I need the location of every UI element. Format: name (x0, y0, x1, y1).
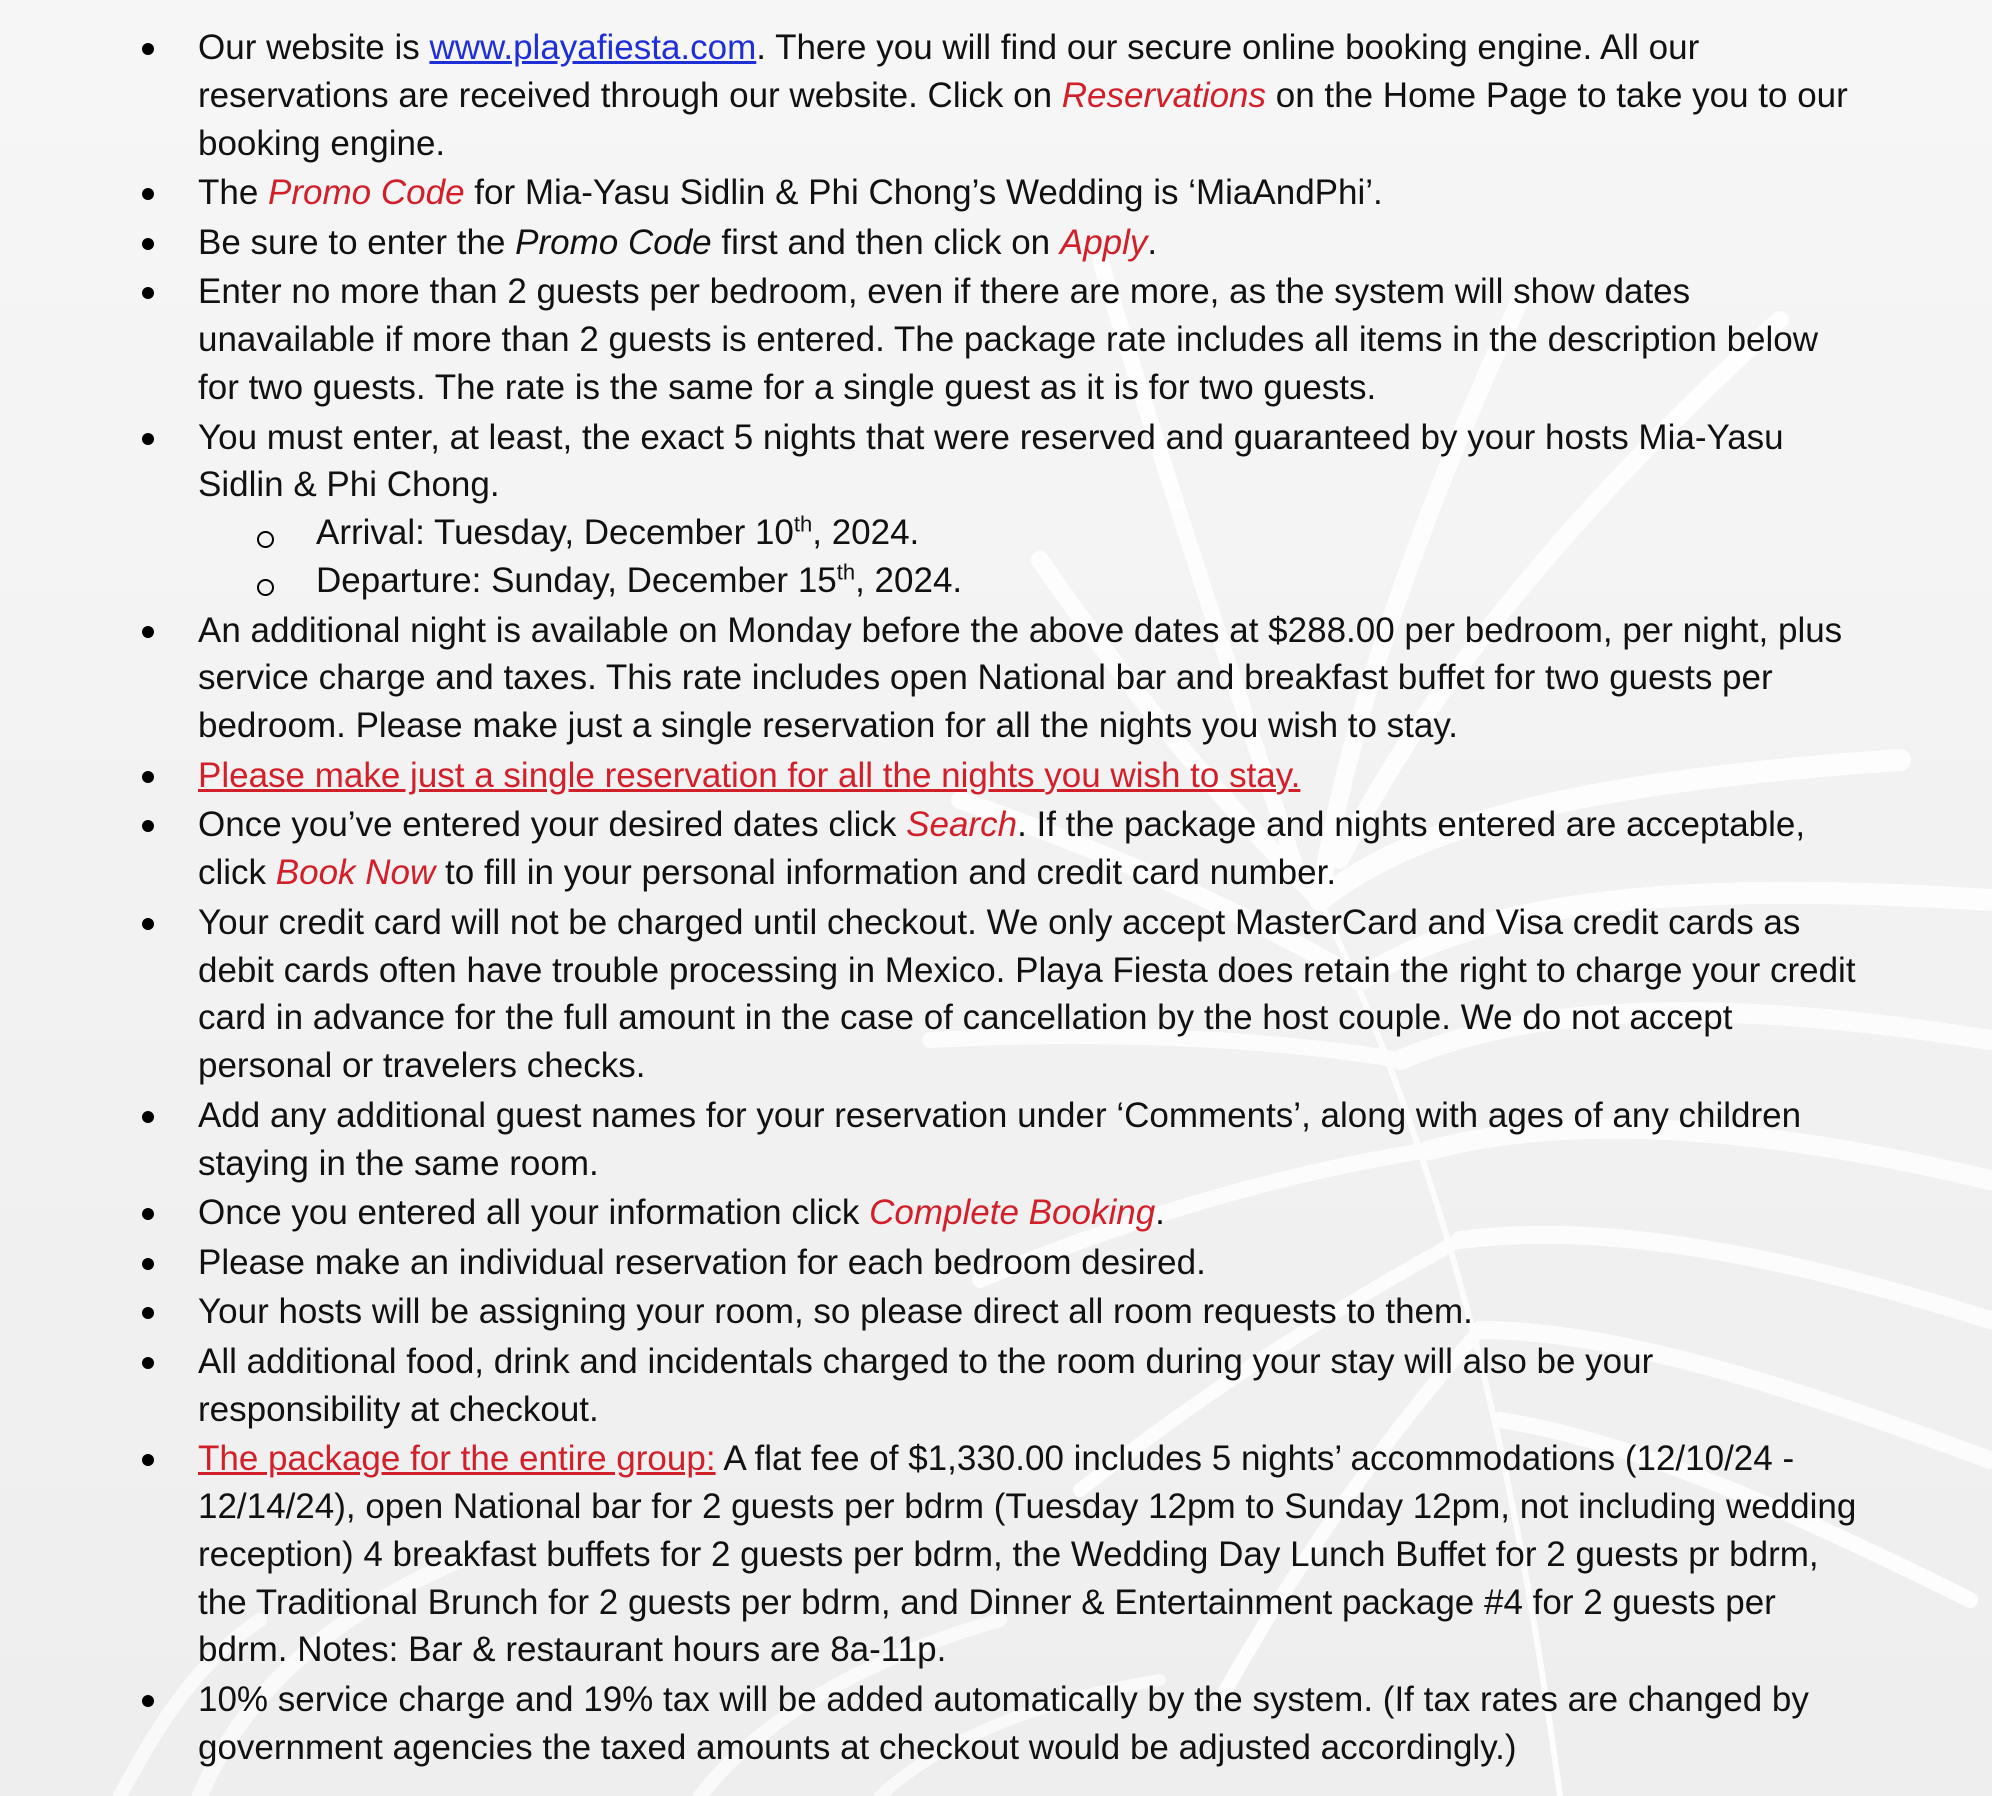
list-item-apply (138, 219, 1858, 267)
list-item-search (138, 801, 1858, 897)
item-text: The (198, 173, 269, 213)
item-text: Please make an individual reservation for each bedroom desired. (198, 1242, 1206, 1282)
item-text: Be sure to enter the (198, 222, 516, 262)
list-item-package (138, 1435, 1858, 1674)
item-text: . (1155, 1193, 1165, 1233)
item-text: Your credit card will not be charged until checkout. We only accept MasterCard and Visa credit cards as debit cards often have trouble processing in Mexico. Playa Fiesta does retain the right to charge your credit card in advance for the full amount in the case of cancellation by the host couple. We do not accept personal or travelers checks. (198, 902, 1856, 1086)
dates-sublist (198, 509, 1858, 605)
book-now-label: Book Now (275, 853, 436, 893)
reservations-label: Reservations (1061, 75, 1267, 115)
item-text: Once you’ve entered your desired dates click (198, 805, 907, 845)
item-text: Enter no more than 2 guests per bedroom, even if there are more, as the system will show dates unavailable if more than 2 guests is entered. The package rate includes all items in the description below for two guests. The rate is the same for a single guest as it is for two guests. (198, 272, 1819, 407)
item-text: Once you entered all your information click (198, 1193, 870, 1233)
item-text: to fill in your personal information and credit card number. (435, 853, 1337, 893)
item-text: Your hosts will be assigning your room, so please direct all room requests to them. (198, 1292, 1473, 1332)
list-item-website (138, 24, 1858, 167)
promo-code-label: Promo Code (515, 222, 712, 262)
item-text: . If the package and nights entered are acceptable, click (198, 805, 1806, 893)
item-text: All additional food, drink and incidentals charged to the room during your stay will also be your responsibility at checkout. (198, 1341, 1654, 1429)
instructions-content (138, 24, 1858, 1773)
list-item-nights (138, 414, 1858, 605)
list-item-individual-reservation (138, 1239, 1858, 1287)
departure-date (257, 557, 1858, 605)
item-text: for Mia-Yasu Sidlin & Phi Chong’s Wedding is ‘MiaAndPhi’. (464, 173, 1383, 213)
departure-year: , 2024. (855, 560, 963, 600)
item-text: A flat fee of $1,330.00 includes 5 nights’ accommodations (12/10/24 - 12/14/24), open National bar for 2 guests per bdrm (Tuesday 12pm to Sunday 12pm, not including wedding reception) 4 breakfast buffets for 2 guests per bdrm, the Wedding Day Lunch Buffet for 2 guests pr bdrm, the Traditional Brunch for 2 guests per bdrm, and Dinner & Entertainment package #4 for 2 guests per bdrm. Notes: Bar & restaurant hours are 8a-11p. (198, 1439, 1857, 1670)
item-text: Add any additional guest names for your reservation under ‘Comments’, along with ages of any children staying in the same room. (198, 1095, 1802, 1183)
list-item-guests (138, 268, 1858, 411)
item-text: You must enter, at least, the exact 5 nights that were reserved and guaranteed by your hosts Mia-Yasu Sidlin & Phi Chong. (198, 417, 1784, 505)
search-label: Search (906, 805, 1018, 845)
apply-label: Apply (1059, 222, 1148, 262)
item-text: Our website is (198, 28, 430, 67)
list-item-service-charge (138, 1676, 1858, 1772)
ordinal-suffix: th (836, 559, 856, 585)
item-text: on the Home Page to take you to our booking engine. (198, 75, 1848, 163)
website-link[interactable]: www.playafiesta.com (429, 28, 757, 67)
arrival-text: Arrival: Tuesday, December 10 (316, 513, 794, 553)
complete-booking-label: Complete Booking (869, 1193, 1156, 1233)
single-reservation-warning: Please make just a single reservation for all the nights you wish to stay. (198, 755, 1301, 795)
departure-text: Departure: Sunday, December 15 (316, 560, 837, 600)
arrival-date (257, 509, 1858, 557)
package-heading: The package for the entire group: (198, 1439, 716, 1479)
list-item-credit-card (138, 899, 1858, 1090)
ordinal-suffix: th (793, 511, 813, 537)
arrival-year: , 2024. (812, 513, 920, 553)
item-text: first and then click on (711, 222, 1060, 262)
list-item-complete-booking (138, 1189, 1858, 1237)
item-text: 10% service charge and 19% tax will be added automatically by the system. (If tax rates are changed by government agencies the taxed amounts at checkout would be adjusted accordingly.) (198, 1680, 1809, 1767)
list-item-comments (138, 1092, 1858, 1188)
promo-code-label: Promo Code (268, 173, 465, 213)
list-item-additional-night (138, 607, 1858, 750)
list-item-single-reservation (138, 752, 1858, 800)
item-text: . There you will find our secure online booking engine. All our reservations are received through our website. Click on (198, 28, 1700, 115)
list-item-incidentals (138, 1338, 1858, 1434)
item-text: . (1147, 222, 1158, 262)
list-item-promo-code (138, 169, 1858, 217)
instructions-list (138, 24, 1858, 1772)
list-item-room-requests (138, 1288, 1858, 1336)
item-text: An additional night is available on Monday before the above dates at $288.00 per bedroom, per night, plus service charge and taxes. This rate includes open National bar and breakfast buffet for two guests per bedroom. Please make just a single reservation for all the nights you wish to stay. (198, 610, 1843, 746)
